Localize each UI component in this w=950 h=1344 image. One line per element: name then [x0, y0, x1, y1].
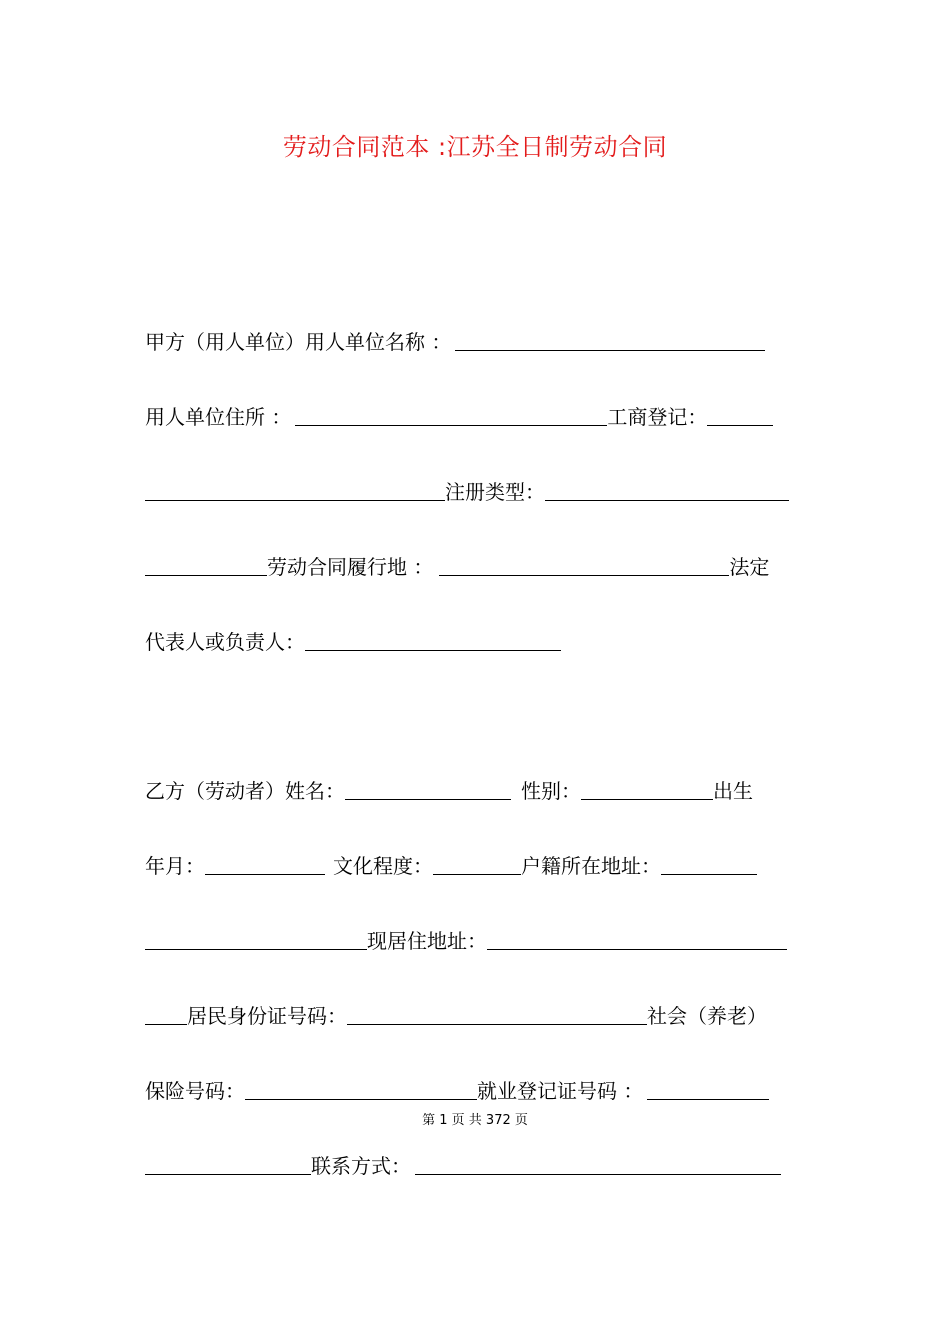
legal-rep-blank[interactable]: [305, 626, 561, 651]
party-b-name-blank[interactable]: [345, 775, 511, 800]
current-address-line: [145, 921, 787, 955]
education-label: 文化程度：: [333, 854, 433, 878]
party-a-address-line: [145, 397, 773, 431]
current-address-blank-continued[interactable]: [145, 1000, 187, 1025]
business-reg-blank-continued[interactable]: [145, 476, 445, 501]
gender-label: 性别：: [521, 779, 581, 803]
contact-blank[interactable]: [415, 1150, 781, 1175]
social-insurance-blank[interactable]: [245, 1075, 477, 1100]
legal-rep-label-start: 法定: [729, 555, 770, 579]
document-title: 劳动合同范本 :江苏全日制劳动合同: [282, 133, 668, 161]
registration-type-blank[interactable]: [545, 476, 789, 501]
social-insurance-label: 保险号码：: [145, 1079, 245, 1103]
business-reg-label: 工商登记：: [607, 405, 708, 429]
household-blank-continued[interactable]: [145, 925, 367, 950]
party-b-name-line: [145, 771, 753, 805]
birth-blank[interactable]: [205, 850, 325, 875]
business-reg-blank[interactable]: [707, 401, 773, 426]
contract-place-blank[interactable]: [439, 551, 729, 576]
id-number-line: [145, 996, 767, 1030]
contract-place-label: 劳动合同履行地 ：: [267, 555, 434, 579]
party-a-name-label: 甲方（用人单位）用人单位名称 ：: [145, 330, 452, 354]
employment-reg-blank-continued[interactable]: [145, 1150, 311, 1175]
id-number-label: 居民身份证号码：: [187, 1004, 347, 1028]
party-a-address-blank[interactable]: [295, 401, 607, 426]
registration-type-label: 注册类型：: [445, 480, 545, 504]
party-a-name-blank[interactable]: [455, 326, 765, 351]
current-address-label: 现居住地址：: [367, 929, 487, 953]
contact-label: 联系方式：: [311, 1154, 411, 1178]
registration-type-line: [145, 472, 789, 506]
social-insurance-label-start: 社会（养老）: [647, 1004, 767, 1028]
employment-reg-blank[interactable]: [647, 1075, 769, 1100]
legal-rep-line: [145, 622, 561, 656]
birth-label-start: 出生: [713, 779, 753, 803]
registration-type-blank-continued[interactable]: [145, 551, 267, 576]
birth-education-line: [145, 846, 757, 880]
birth-label: 年月：: [145, 854, 205, 878]
legal-rep-label: 代表人或负责人：: [145, 630, 305, 654]
education-blank[interactable]: [433, 850, 521, 875]
party-a-address-label: 用人单位住所 ：: [145, 405, 292, 429]
party-b-name-label: 乙方（劳动者）姓名：: [145, 779, 345, 803]
insurance-employment-line: [145, 1071, 769, 1105]
party-a-name-line: [145, 322, 765, 356]
household-label: 户籍所在地址：: [521, 854, 661, 878]
household-blank[interactable]: [661, 850, 757, 875]
employment-reg-label: 就业登记证号码 ：: [477, 1079, 644, 1103]
id-number-blank[interactable]: [347, 1000, 647, 1025]
page-footer: 第 1 页 共 372 页: [422, 1113, 528, 1128]
contact-line: [145, 1146, 781, 1180]
current-address-blank[interactable]: [487, 925, 787, 950]
contract-place-line: [145, 547, 769, 581]
gender-blank[interactable]: [581, 775, 713, 800]
